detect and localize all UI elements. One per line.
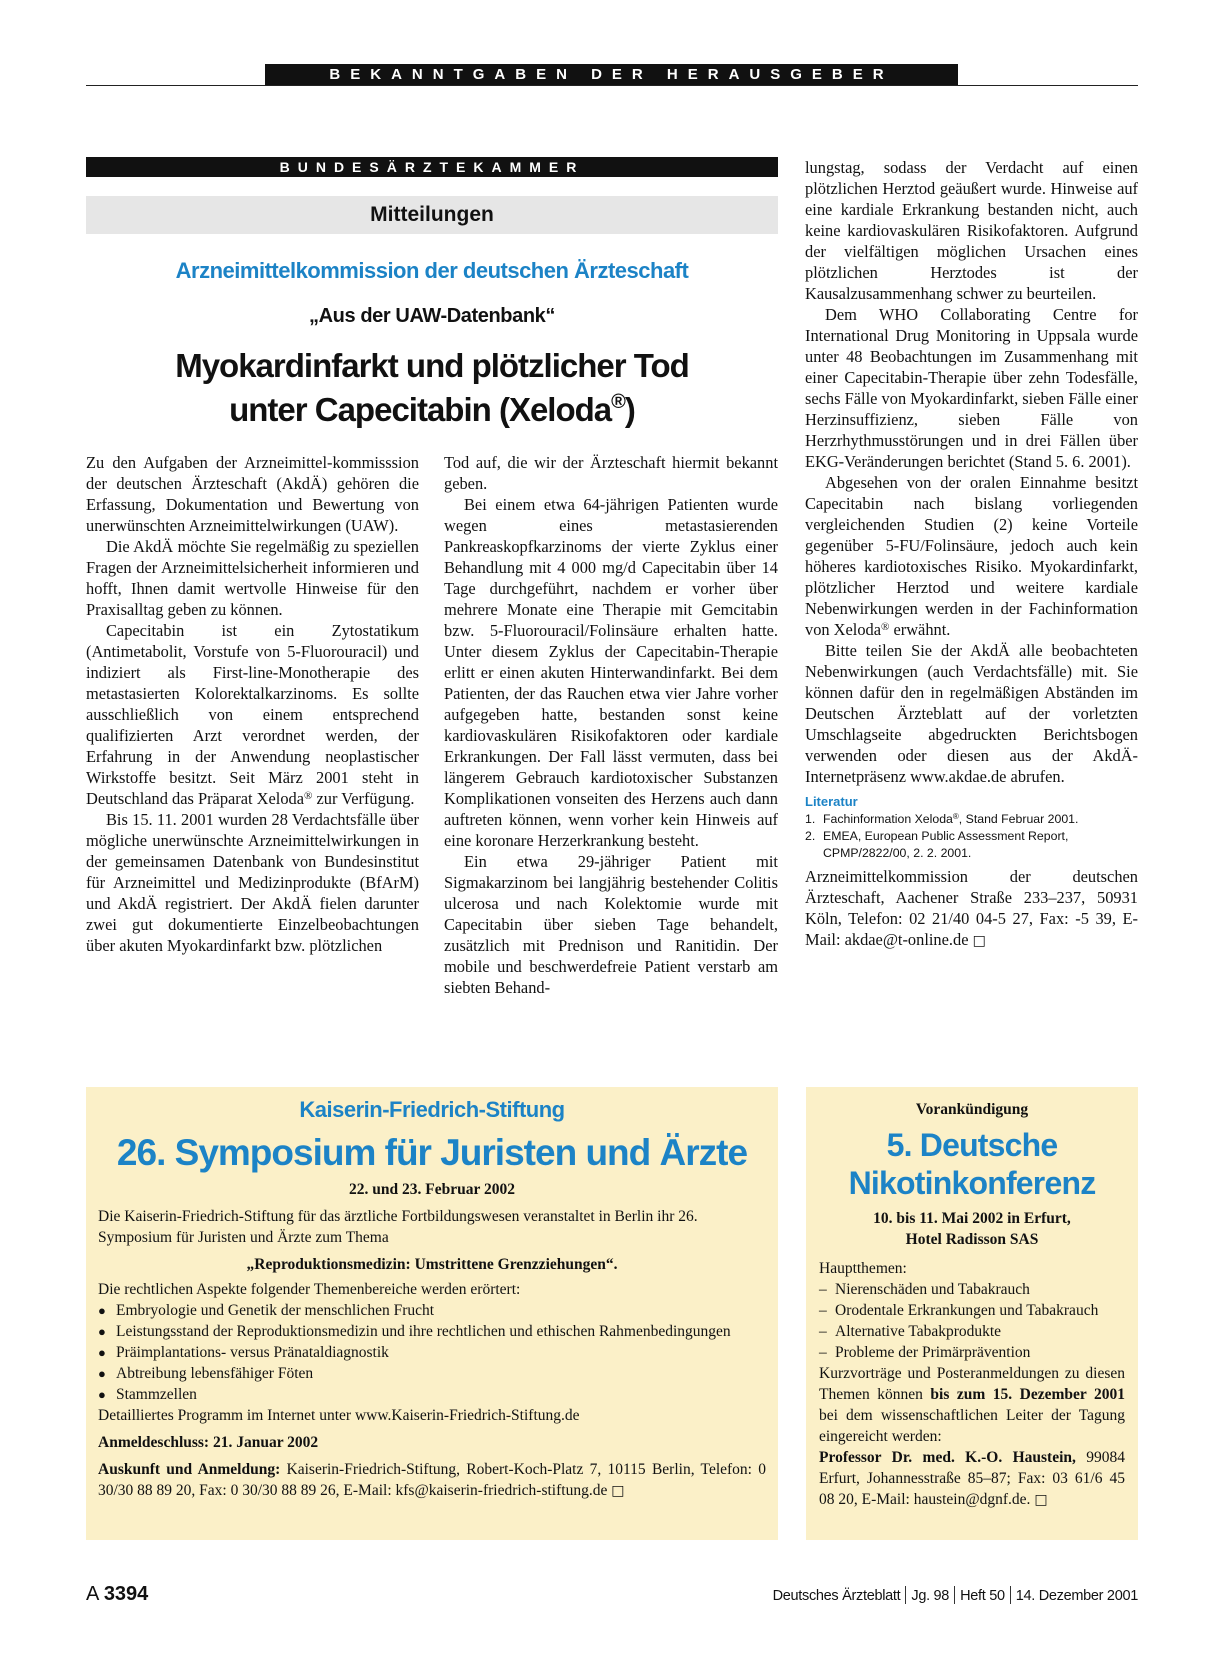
bullet-icon: ● [98, 1345, 106, 1360]
dash-icon: – [819, 1302, 827, 1319]
topic-text: Präimplantations- versus Pränataldiagnostik [116, 1344, 389, 1361]
article-title-line-2b: ) [624, 391, 635, 428]
page-number-value: 3394 [103, 1583, 149, 1605]
symposium-theme: „Reproduktionsmedizin: Umstrittene Grenzziehungen“. [246, 1256, 618, 1273]
paragraph-text: zur Verfügung. [312, 789, 415, 808]
list-item [98, 1363, 766, 1384]
end-mark: □ [1034, 1492, 1048, 1508]
literature-text: EMEA, European Public Assessment Report, CPMP/2822/00, 2. 2. 2001. [823, 829, 1069, 860]
list-item [98, 1384, 766, 1405]
literature-heading: Literatur [805, 794, 858, 809]
topic-text: Stammzellen [116, 1386, 197, 1403]
conference-title-line-2: Nikotinkonferenz [848, 1165, 1096, 1201]
separator [954, 1586, 955, 1604]
dash-icon: – [819, 1344, 827, 1361]
article-column-2 [444, 452, 778, 998]
list-item [98, 1342, 766, 1363]
symposium-organization: Kaiserin-Friedrich-Stiftung [299, 1097, 565, 1122]
symposium-announcement-box [86, 1087, 778, 1540]
list-item [98, 1321, 766, 1342]
topic-text: Alternative Tabakprodukte [835, 1323, 1002, 1340]
article-contact [805, 866, 1138, 952]
contact-text: 99084 Erfurt, Johannesstraße 85–87; Fax: 03 61/6 45 08 20, E-Mail: haustein@dgnf.de. [819, 1449, 1125, 1508]
section-header-band: BEKANNTGABEN DER HERAUSGEBER [265, 64, 958, 85]
paragraph [86, 620, 419, 809]
paragraph-text: Abgesehen von der oralen Einnahme besitzt Capecitabin nach bislang vorliegenden vergleichenden Studien (2) keine Vorteile gegenüber 5-FU/Folinsäure, jedoch auch kein höheres kardiotoxisches Risiko. Myokardinfarkt, plötzlicher Herztod und weitere kardiale Nebenwirkungen werden in der Fachinformation von Xeloda [805, 473, 1138, 639]
symposium-deadline: Anmeldeschluss: 21. Januar 2002 [98, 1434, 319, 1451]
symposium-date: 22. und 23. Februar 2002 [349, 1181, 515, 1198]
topic-text: Nierenschäden und Tabakrauch [835, 1281, 1030, 1298]
literature-text: , Stand Februar 2001. [958, 812, 1079, 826]
call-text: Kurzvorträge und Posteranmeldungen zu diesen Themen können [819, 1365, 1125, 1403]
symposium-title: 26. Symposium für Juristen und Ärzte [116, 1132, 748, 1173]
bullet-icon: ● [98, 1366, 106, 1381]
topic-text: Orodentale Erkrankungen und Tabakrauch [835, 1302, 1099, 1319]
journal-volume: Jg. 98 [911, 1588, 950, 1604]
page-prefix: A [86, 1583, 99, 1605]
conference-date-line-1: 10. bis 11. Mai 2002 in Erfurt, [873, 1210, 1071, 1227]
symposium-info [98, 1459, 766, 1502]
paragraph: Bei einem etwa 64-jährigen Patienten wurde wegen eines metastasierenden Pankreaskopfkarzinoms der vierte Zyklus einer Behandlung mit 4 000 mg/d Capecitabin über 14 Tage durchgeführt, nachdem er vorher über mehrere Monate eine Therapie mit Gemcitabin bzw. 5-Fluorouracil/Folinsäure erhalten hatte. Unter diesem Zyklus der Capecitabin-Therapie erlitt er einen akuten Hinterwandinfarkt. Bei dem Patienten, der das Rauchen etwa vier Jahre vorher aufgegeben hatte, bestanden sonst keine kardiovaskulären Risikofaktoren oder kardiale Erkrankungen. Der Fall lässt vermuten, dass bei längerem Gebrauch kardiotoxischer Substanzen Komplikationen vonseiten des Herzens auch dann auftreten können, wenn vorher kein Hinweis auf eine koronare Herzerkrankung besteht. [444, 495, 778, 850]
article-organization: Arzneimittelkommission der deutschen Ärzteschaft [175, 258, 689, 283]
paragraph: Bis 15. 11. 2001 wurden 28 Verdachtsfälle über mögliche unerwünschte Arzneimittelwirkungen in der gemeinsamen Datenbank von Bundesinstitut für Arzneimittel und Medizinprodukte (BfArM) und AkdÄ registriert. Der AkdÄ fielen darunter zwei gut dokumentierte Einzelbeobachtungen über akuten Myokardinfarkt bzw. plötzlichen [86, 810, 419, 955]
header-rule [86, 85, 1138, 86]
call-for-papers [819, 1363, 1125, 1447]
registered-mark: ® [952, 812, 959, 821]
list-item [98, 1300, 766, 1321]
paragraph: Zu den Aufgaben der Arzneimittel-kommisssion der deutschen Ärzteschaft (AkdÄ) gehören die Erfassung, Dokumentation und Bewertung von unerwünschten Arzneimittelwirkungen (UAW). [86, 453, 419, 535]
conference-date [819, 1208, 1125, 1250]
bullet-icon: ● [98, 1303, 106, 1318]
registered-mark: ® [611, 391, 625, 413]
article-title-line-1: Myokardinfarkt und plötzlicher Tod [175, 347, 689, 384]
journal-date: 14. Dezember 2001 [1015, 1588, 1138, 1604]
literature-item [805, 828, 1138, 862]
list-item [819, 1279, 1125, 1300]
registered-mark: ® [881, 621, 890, 633]
symposium-intro: Die Kaiserin-Friedrich-Stiftung für das ärztliche Fortbildungswesen veranstaltet in Berlin ihr 26. Symposium für Juristen und Ärzte zum Thema [98, 1208, 698, 1246]
literature-number: 1. [805, 812, 816, 826]
article-title-line-2a: unter Capecitabin (Xeloda [229, 391, 612, 428]
symposium-program: Detailliertes Programm im Internet unter www.Kaiserin-Friedrich-Stiftung.de [98, 1407, 580, 1424]
article-column-1 [86, 452, 419, 956]
rubric-band: Mitteilungen [86, 196, 778, 234]
contact-name: Professor Dr. med. K.-O. Haustein, [819, 1449, 1076, 1466]
separator [905, 1586, 906, 1604]
pre-announcement-label: Vorankündigung [915, 1101, 1029, 1118]
topic-text: Abtreibung lebensfähiger Föten [116, 1365, 314, 1382]
topics-label: Hauptthemen: [819, 1260, 907, 1277]
info-text: Kaiserin-Friedrich-Stiftung, Robert-Koch-Platz 7, 10115 Berlin, Telefon: 0 30/30 88 89 20, Fax: 0 30/30 88 89 26, E-Mail: kfs@kaiserin-friedrich-stiftung.de [98, 1461, 766, 1499]
bullet-icon: ● [98, 1324, 106, 1339]
symposium-lead: Die rechtlichen Aspekte folgender Themenbereiche werden erörtert: [98, 1281, 521, 1298]
article-title [86, 344, 778, 432]
literature-text: Fachinformation Xeloda [823, 812, 953, 826]
call-deadline: bis zum 15. Dezember 2001 [930, 1386, 1126, 1403]
registered-mark: ® [304, 790, 313, 802]
paragraph [805, 472, 1138, 640]
paragraph: Tod auf, die wir der Ärzteschaft hiermit bekannt geben. [444, 453, 778, 493]
nikotin-conference-box [806, 1087, 1138, 1540]
paragraph: Ein etwa 29-jähriger Patient mit Sigmakarzinom bei langjährig bestehender Colitis ulcerosa und nach Kolektomie wurde mit Capecitabin über sieben Tage behandelt, zusätzlich mit Prednison und Ranitidin. Der mobile und beschwerdefreie Patient verstarb am siebten Behand- [444, 852, 778, 997]
literature-number: 2. [805, 829, 816, 843]
article-kicker: „Aus der UAW-Datenbank“ [309, 305, 555, 327]
page-number [86, 1582, 148, 1606]
conference-venue: Hotel Radisson SAS [905, 1231, 1039, 1248]
separator [1010, 1586, 1011, 1604]
contact-text: Arzneimittelkommission der deutschen Ärzteschaft, Aachener Straße 233–237, 50931 Köln, Telefon: 02 21/40 04-5 27, Fax: -5 39, E-Mail: akdae@t-online.de [805, 867, 1138, 949]
conference-contact [819, 1447, 1125, 1511]
list-item [819, 1342, 1125, 1363]
article-section-band: BUNDESÄRZTEKAMMER [86, 157, 778, 177]
list-item [819, 1321, 1125, 1342]
call-text: bei dem wissenschaftlichen Leiter der Tagung eingereicht werden: [819, 1407, 1125, 1445]
literature-list [805, 811, 1138, 862]
article-column-3 [805, 157, 1138, 952]
journal-name: Deutsches Ärzteblatt [772, 1588, 901, 1604]
journal-issue: Heft 50 [960, 1588, 1005, 1604]
topic-text: Embryologie und Genetik der menschlichen Frucht [116, 1302, 435, 1319]
paragraph: lungstag, sodass der Verdacht auf einen plötzlichen Herztod geäußert wurde. Hinweise auf eine kardiale Erkrankung bestanden nicht, auch keine kardiovaskulären Risikofaktoren. Aufgrund der vielfältigen möglichen Ursachen eines plötzlichen Herztodes ist der Kausalzusammenhang schwer zu beurteilen. [805, 158, 1138, 303]
topic-text: Leistungsstand der Reproduktionsmedizin und ihre rechtlichen und ethischen Rahmenbedingungen [116, 1323, 731, 1340]
dash-icon: – [819, 1281, 827, 1298]
topic-text: Probleme der Primärprävention [835, 1344, 1031, 1361]
dash-icon: – [819, 1323, 827, 1340]
conference-title-line-1: 5. Deutsche [886, 1127, 1058, 1163]
paragraph: Dem WHO Collaborating Centre for International Drug Monitoring in Uppsala wurde unter 48 Beobachtungen im Zusammenhang mit einer Capecitabin-Therapie über zehn Todesfälle, sechs Fälle von Myokardinfarkt, sieben Fälle einer Herzinsuffizienz, sieben Fälle von Herzrhythmusstörungen und in drei Fällen über EKG-Veränderungen berichtet (Stand 5. 6. 2001). [805, 305, 1138, 471]
literature-item [805, 811, 1138, 828]
symposium-topics [98, 1300, 766, 1405]
conference-topics [819, 1279, 1125, 1363]
list-item [819, 1300, 1125, 1321]
bullet-icon: ● [98, 1387, 106, 1402]
end-mark: □ [611, 1483, 625, 1499]
info-label: Auskunft und Anmeldung: [98, 1461, 281, 1478]
conference-title [819, 1126, 1125, 1202]
paragraph: Bitte teilen Sie der AkdÄ alle beobachteten Nebenwirkungen (auch Verdachtsfälle) mit. Sie können dafür den in regelmäßigen Abständen im Deutschen Ärzteblatt auf der vorletzten Umschlagseite abgedruckten Berichtsbogen verwenden oder diesen aus der AkdÄ-Internetpräsenz www.akdae.de abrufen. [805, 641, 1138, 786]
paragraph-text: Capecitabin ist ein Zytostatikum (Antimetabolit, Vorstufe von 5-Fluorouracil) und indiziert als First-line-Monotherapie des metastasierten Kolorektalkarzinoms. Es sollte ausschließlich von einem entsprechend qualifizierten Arzt verordnet werden, der Erfahrung in der Anwendung neoplastischer Wirkstoffe besitzt. Seit März 2001 steht in Deutschland das Präparat Xeloda [86, 621, 419, 808]
paragraph-text: erwähnt. [889, 620, 951, 639]
paragraph: Die AkdÄ möchte Sie regelmäßig zu speziellen Fragen der Arzneimittelsicherheit informieren und hofft, Ihnen damit wertvolle Hinweise für den Praxisalltag geben zu können. [86, 537, 419, 619]
footer-citation [773, 1586, 1138, 1606]
end-mark: □ [972, 933, 986, 949]
